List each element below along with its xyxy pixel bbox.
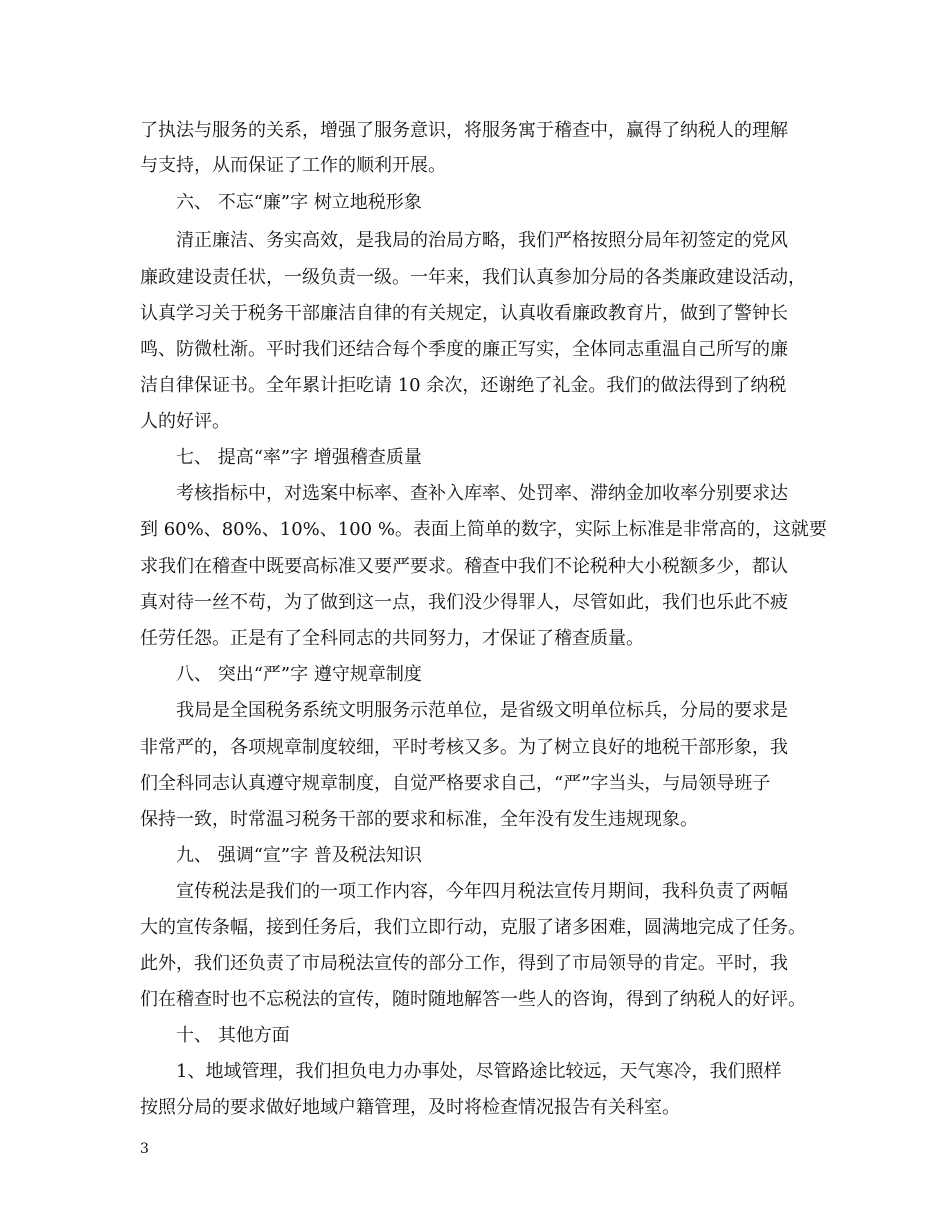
- text-line: 任劳任怨。正是有了全科同志的共同努力，才保证了稽查质量。: [140, 628, 644, 649]
- section-heading-7: 七、 提高“率”字 增强稽查质量: [176, 447, 422, 468]
- text-line: 求我们在稽查中既要高标准又要严要求。稽查中我们不论税种大小税额多少，都认: [140, 556, 788, 577]
- text-line: 按照分局的要求做好地域户籍管理，及时将检查情况报告有关科室。: [140, 1097, 680, 1118]
- text-line: 廉政建设责任状，一级负责一级。一年来，我们认真参加分局的各类廉政建设活动，: [140, 267, 806, 288]
- text-line: 我局是全国税务系统文明服务示范单位，是省级文明单位标兵，分局的要求是: [176, 700, 788, 721]
- text-line: 与支持，从而保证了工作的顺利开展。: [140, 155, 446, 176]
- text-line: 考核指标中，对选案中标率、查补入库率、处罚率、滞纳金加收率分别要求达: [176, 483, 788, 504]
- text-line: 洁自律保证书。全年累计拒吃请 10 余次，还谢绝了礼金。我们的做法得到了纳税: [140, 375, 787, 396]
- text-line: 认真学习关于税务干部廉洁自律的有关规定，认真收看廉政教育片，做到了警钟长: [140, 303, 788, 324]
- text-line: 了执法与服务的关系，增强了服务意识，将服务寓于稽查中，赢得了纳税人的理解: [140, 120, 788, 141]
- section-heading-10: 十、 其他方面: [176, 1025, 290, 1046]
- text-line: 1、地域管理，我们担负电力办事处，尽管路途比较远，天气寒冷，我们照样: [176, 1061, 782, 1082]
- text-line: 大的宣传条幅，接到任务后，我们立即行动，克服了诸多困难，圆满地完成了任务。: [140, 917, 806, 938]
- text-line: 清正廉洁、务实高效，是我局的治局方略，我们严格按照分局年初签定的党风: [176, 230, 788, 251]
- page-number: 3: [140, 1141, 149, 1157]
- section-heading-9: 九、 强调“宣”字 普及税法知识: [176, 845, 422, 866]
- text-line: 们在稽查时也不忘税法的宣传，随时随地解答一些人的咨询，得到了纳税人的好评。: [140, 989, 806, 1010]
- text-line: 非常严的，各项规章制度较细，平时考核又多。为了树立良好的地税干部形象，我: [140, 737, 788, 758]
- text-line: 保持一致，时常温习税务干部的要求和标准，全年没有发生违规现象。: [140, 809, 698, 830]
- text-line: 真对待一丝不苟，为了做到这一点，我们没少得罪人，尽管如此，我们也乐此不疲: [140, 592, 788, 613]
- text-line: 宣传税法是我们的一项工作内容，今年四月税法宣传月期间，我科负责了两幅: [176, 881, 788, 902]
- text-line: 人的好评。: [140, 411, 230, 432]
- section-heading-6: 六、 不忘“廉”字 树立地税形象: [176, 192, 422, 213]
- text-line: 鸣、防微杜渐。平时我们还结合每个季度的廉正写实，全体同志重温自己所写的廉: [140, 339, 788, 360]
- text-line: 此外，我们还负责了市局税法宣传的部分工作，得到了市局领导的肯定。平时，我: [140, 953, 788, 974]
- text-line: 到 60%、80%、10%、100 %。表面上简单的数字，实际上标准是非常高的，这就要: [140, 519, 827, 540]
- text-line: 们全科同志认真遵守规章制度，自觉严格要求自己，“严”字当头，与局领导班子: [140, 773, 771, 794]
- section-heading-8: 八、 突出“严”字 遵守规章制度: [176, 664, 422, 685]
